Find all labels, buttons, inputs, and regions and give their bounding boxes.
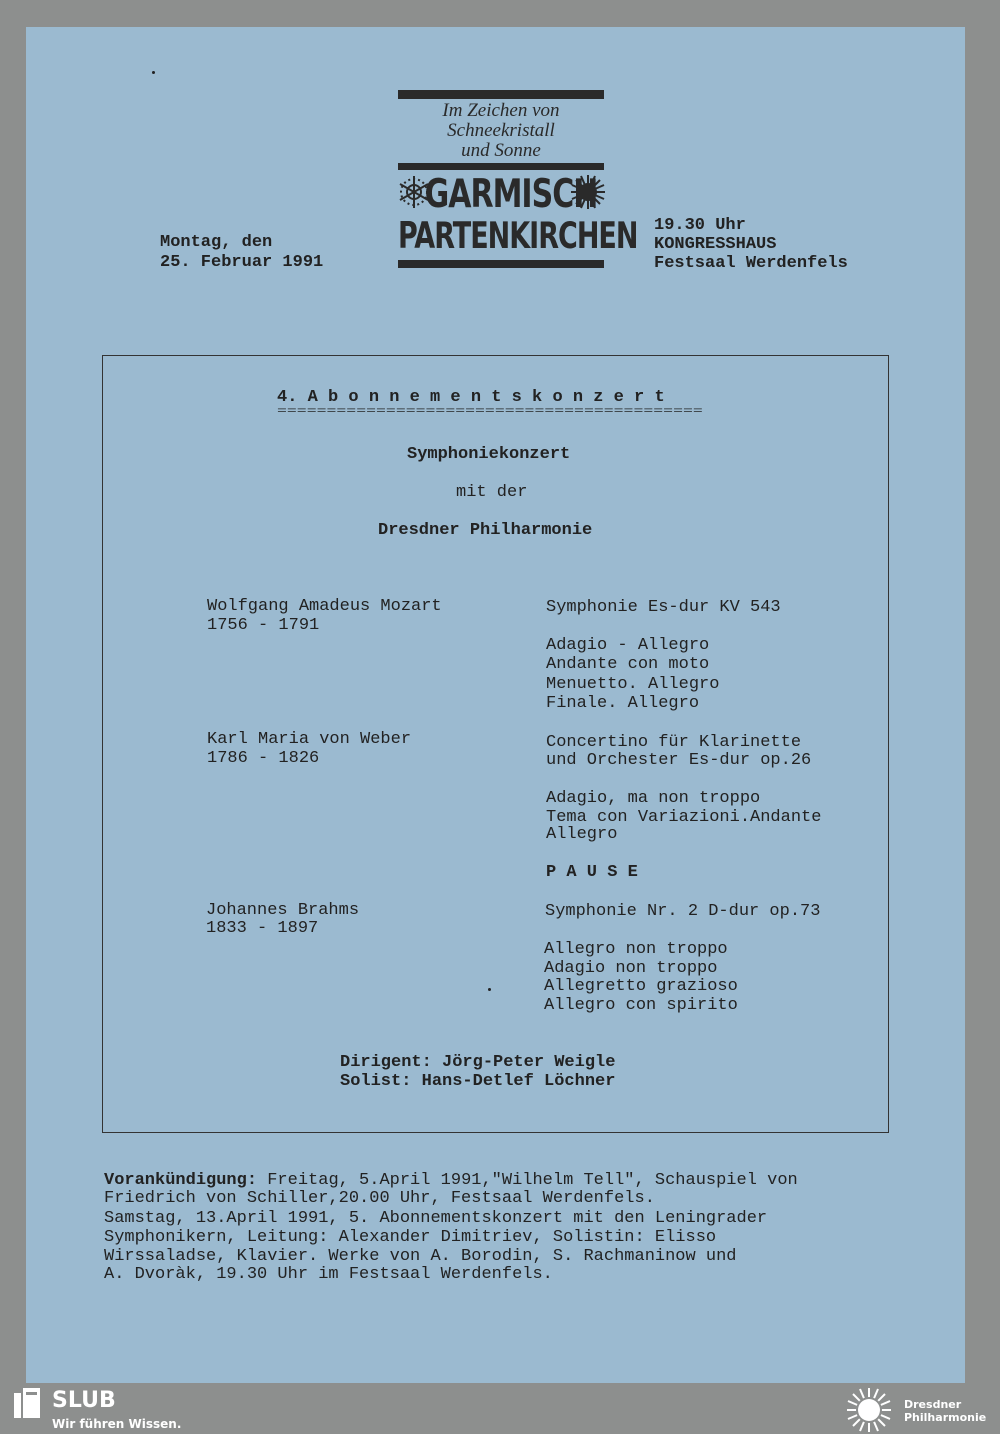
- dresdner-philharmonie-wordmark: [904, 1398, 986, 1424]
- composer-dates: 1833 - 1897: [206, 919, 319, 938]
- logo-bottom-bar: [398, 260, 604, 268]
- slub-logo-icon: [14, 1388, 40, 1418]
- work-title: Symphonie Nr. 2 D-dur op.73: [545, 902, 821, 921]
- movement: Tema con Variazioni.Andante: [546, 808, 822, 827]
- venue-time: 19.30 Uhr: [654, 216, 746, 235]
- venue-building: KONGRESSHAUS: [654, 235, 777, 254]
- logo-top-bar: [398, 90, 604, 99]
- logo-tagline-1: Im Zeichen von: [442, 100, 560, 121]
- movement: Andante con moto: [546, 655, 710, 674]
- announcement-line: A. Dvoràk, 19.30 Uhr im Festsaal Werdenfels.: [104, 1265, 553, 1284]
- soloist-credit: Solist: Hans-Detlef Löchner: [340, 1072, 616, 1091]
- announcement-line: Symphonikern, Leitung: Alexander Dimitriev, Solistin: Elisso: [104, 1228, 717, 1247]
- movement: Allegro non troppo: [544, 940, 728, 959]
- date-line-2: 25. Februar 1991: [160, 253, 324, 272]
- composer-name: Johannes Brahms: [206, 901, 360, 920]
- announcement-label: Vorankündigung:: [104, 1171, 258, 1190]
- announcement-line: Friedrich von Schiller,20.00 Uhr, Festsaal Werdenfels.: [104, 1189, 655, 1208]
- composer-name: Karl Maria von Weber: [207, 730, 412, 749]
- dresdner-philharmonie-logo-icon: [842, 1386, 896, 1434]
- composer-name: Wolfgang Amadeus Mozart: [207, 597, 442, 616]
- logo-tagline-2: Schneekristall: [447, 120, 555, 141]
- composer-dates: 1756 - 1791: [207, 616, 320, 635]
- announcement-line: Samstag, 13.April 1991, 5. Abonnementskonzert mit den Leningrader: [104, 1209, 768, 1228]
- work-title: und Orchester Es-dur op.26: [546, 751, 812, 770]
- logo-mid-bar: [398, 163, 604, 170]
- logo-town-partenkirchen: PARTENKIRCHEN: [398, 215, 638, 258]
- movement: Finale. Allegro: [546, 694, 700, 713]
- slub-tagline: Wir führen Wissen.: [52, 1417, 182, 1431]
- work-title: Symphonie Es-dur KV 543: [546, 598, 781, 617]
- concert-program-sheet: [26, 27, 965, 1383]
- logo-tagline-3: und Sonne: [461, 140, 541, 161]
- dp-line-2: Philharmonie: [904, 1411, 987, 1424]
- garmisch-partenkirchen-logo: [398, 90, 638, 268]
- slub-name: SLUB: [52, 1388, 116, 1413]
- program-title-underline: ===========================================: [277, 406, 703, 418]
- announcement-line-1: [104, 1171, 798, 1190]
- movement: Allegro: [546, 825, 618, 844]
- paper-speck: [152, 71, 155, 74]
- logo-town-garmisch: GARMISCH: [424, 172, 598, 218]
- movement: Adagio, ma non troppo: [546, 789, 761, 808]
- movement: Allegretto grazioso: [544, 977, 738, 996]
- dp-line-1: Dresdner: [904, 1398, 962, 1411]
- composer-dates: 1786 - 1826: [207, 749, 320, 768]
- movement: Allegro con spirito: [544, 996, 738, 1015]
- date-line-1: Montag, den: [160, 233, 273, 252]
- announcement-line: Wirssaladse, Klavier. Werke von A. Borodin, S. Rachmaninow und: [104, 1247, 737, 1266]
- pause-label: P A U S E: [546, 863, 638, 882]
- work-title: Concertino für Klarinette: [546, 733, 802, 752]
- program-orchestra: Dresdner Philharmonie: [378, 521, 593, 540]
- movement: Adagio - Allegro: [546, 636, 710, 655]
- movement: Adagio non troppo: [544, 959, 718, 978]
- program-with: mit der: [456, 483, 528, 502]
- movement: Menuetto. Allegro: [546, 675, 720, 694]
- announcement-text: Freitag, 5.April 1991,"Wilhelm Tell", Schauspiel von: [257, 1171, 798, 1190]
- program-subtitle: Symphoniekonzert: [407, 445, 571, 464]
- venue-hall: Festsaal Werdenfels: [654, 254, 848, 273]
- paper-speck: [488, 988, 491, 991]
- conductor-credit: Dirigent: Jörg-Peter Weigle: [340, 1053, 616, 1072]
- program-title: 4. A b o n n e m e n t s k o n z e r t: [277, 388, 665, 407]
